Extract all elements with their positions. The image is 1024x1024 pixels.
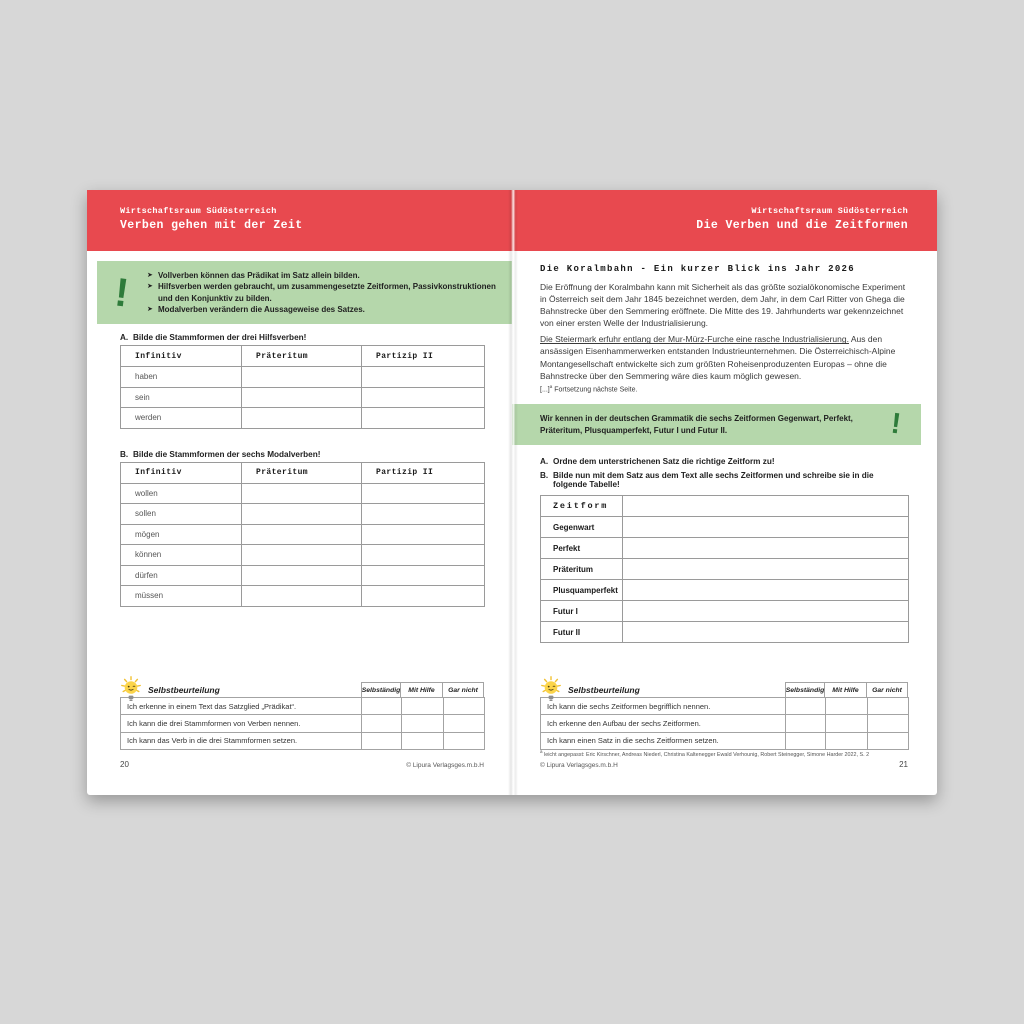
article-title: Die Koralmbahn - Ein kurzer Blick ins Jahr 2026 (540, 264, 855, 274)
empty-cell (242, 586, 362, 607)
verb-cell: dürfen (121, 565, 242, 586)
empty-cell (242, 483, 362, 504)
table-row (121, 565, 485, 586)
arrow-bullet-icon: ➤ (147, 272, 153, 279)
table-row (121, 586, 485, 607)
check-cell (826, 698, 868, 715)
assessment-table (120, 697, 485, 750)
assessment-column-header: Mit Hilfe (401, 682, 443, 698)
left-info-box (97, 261, 512, 324)
task-a: A. Ordne dem unterstrichenen Satz die richtige Zeitform zu! (540, 457, 775, 467)
empty-cell (242, 524, 362, 545)
verb-cell: werden (121, 408, 242, 429)
task-a-text: Ordne dem unterstrichenen Satz die richtige Zeitform zu! (553, 457, 775, 467)
empty-cell (362, 565, 485, 586)
check-cell (868, 732, 909, 749)
table-row (541, 538, 909, 559)
info-bullet-text: Hilfsverben werden gebraucht, um zusammengesetzte Zeitformen, Passivkonstruktionen und den Konjunktiv zu bilden. (158, 282, 496, 303)
table-row (541, 580, 909, 601)
self-assessment (120, 676, 484, 750)
right-chapter-kicker: Wirtschaftsraum Südösterreich (751, 206, 908, 216)
assessment-column-header: Selbständig (785, 682, 825, 698)
table-header-row (121, 346, 485, 367)
empty-cell (362, 524, 485, 545)
table-row (121, 504, 485, 525)
column-header: Partizip II (362, 346, 485, 367)
task-a: A. Bilde die Stammformen der drei Hilfsverben! (120, 333, 307, 343)
empty-cell (242, 387, 362, 408)
underlined-sentence: Die Steiermark erfuhr entlang der Mur-Mürz-Furche eine rasche Industrialisierung. (540, 334, 849, 345)
verb-cell: wollen (121, 483, 242, 504)
table-row (541, 559, 909, 580)
table-row (121, 408, 485, 429)
verb-cell: können (121, 545, 242, 566)
right-page-title: Die Verben und die Zeitformen (696, 219, 908, 232)
empty-cell (362, 586, 485, 607)
modalverben-table (120, 462, 485, 607)
column-header: Präteritum (242, 462, 362, 483)
table-row (121, 387, 485, 408)
check-cell (444, 732, 485, 749)
table-row (541, 517, 909, 538)
source-footnote: $^a$ leicht angepasst: Eric Kirschner, Andreas Niederl, Christina Kaltenegger Ewald Verhounig, Robert Steinegger, Simone Harder 2022, S. 2 (540, 749, 870, 758)
assessment-title: Selbstbeurteilung (148, 685, 220, 695)
empty-cell (623, 622, 909, 643)
info-box-text: Wir kennen in der deutschen Grammatik die sechs Zeitformen Gegenwart, Perfekt, Präteritum, Plusquamperfekt, Futur I und Futur II. (540, 414, 853, 435)
left-header-band (87, 190, 512, 251)
assessment-column-header: Selbständig (361, 682, 401, 698)
info-bullet-text: Vollverben können das Prädikat im Satz allein bilden. (158, 271, 360, 280)
verb-cell: haben (121, 367, 242, 388)
column-header: Präteritum (242, 346, 362, 367)
check-cell (402, 698, 444, 715)
tense-label: Futur II (541, 622, 623, 643)
check-cell (786, 732, 826, 749)
assessment-row: Ich kann das Verb in die drei Stammformen setzen. (121, 732, 485, 749)
table-row (121, 483, 485, 504)
task-b: B. Bilde die Stammformen der sechs Modalverben! (120, 449, 321, 459)
footnote-marker: a (549, 383, 553, 389)
verb-cell: mögen (121, 524, 242, 545)
right-page-footer (540, 760, 908, 769)
column-header: Infinitiv (121, 346, 242, 367)
task-b: B. Bilde nun mit dem Satz aus dem Text alle sechs Zeitformen und schreibe sie in die folgende Tabelle! (540, 471, 908, 489)
exclamation-icon: ! (889, 407, 903, 441)
tense-label: Futur I (541, 601, 623, 622)
verb-cell: sollen (121, 504, 242, 525)
table-header-row (541, 496, 909, 517)
empty-cell (362, 504, 485, 525)
check-cell (826, 715, 868, 732)
empty-cell (242, 504, 362, 525)
check-cell (444, 715, 485, 732)
table-row (121, 545, 485, 566)
empty-cell (242, 367, 362, 388)
empty-cell (242, 545, 362, 566)
arrow-bullet-icon: ➤ (147, 305, 153, 313)
copyright: © Lipura Verlagsges.m.b.H (406, 762, 484, 769)
check-cell (362, 698, 402, 715)
assessment-column-header: Gar nicht (443, 682, 484, 698)
table-row (541, 622, 909, 643)
info-bullet (147, 270, 500, 281)
empty-cell (623, 601, 909, 622)
table-row (121, 524, 485, 545)
empty-cell (362, 545, 485, 566)
lightbulb-icon (540, 676, 562, 703)
empty-header-cell (623, 496, 909, 517)
empty-cell (623, 559, 909, 580)
page-number: 20 (120, 760, 129, 769)
assessment-row: Ich erkenne in einem Text das Satzglied „Prädikat“. (121, 698, 485, 715)
left-page (87, 190, 512, 795)
exclamation-icon: ! (112, 269, 132, 316)
page-number: 21 (899, 760, 908, 769)
assessment-title: Selbstbeurteilung (568, 685, 640, 695)
tense-label: Präteritum (541, 559, 623, 580)
empty-cell (362, 367, 485, 388)
right-info-box (512, 404, 921, 445)
self-assessment (540, 676, 908, 750)
task-a-text: Bilde die Stammformen der drei Hilfsverben! (133, 333, 307, 343)
assessment-table (540, 697, 909, 750)
tense-label: Gegenwart (541, 517, 623, 538)
info-bullet (147, 304, 500, 315)
lightbulb-icon (120, 676, 142, 703)
empty-cell (623, 538, 909, 559)
check-cell (362, 732, 402, 749)
empty-cell (623, 580, 909, 601)
column-header: Zeitform (541, 496, 623, 517)
check-cell (786, 698, 826, 715)
left-page-title: Verben gehen mit der Zeit (120, 219, 303, 232)
assessment-row: Ich erkenne den Aufbau der sechs Zeitformen. (541, 715, 909, 732)
check-cell (444, 698, 485, 715)
footnote-marker: a (540, 749, 543, 754)
table-row (541, 601, 909, 622)
zeitformen-table (540, 495, 909, 643)
task-b-text: Bilde die Stammformen der sechs Modalverben! (133, 449, 321, 459)
column-header: Partizip II (362, 462, 485, 483)
check-cell (868, 698, 909, 715)
check-cell (402, 732, 444, 749)
assessment-column-header: Gar nicht (867, 682, 908, 698)
empty-cell (242, 565, 362, 586)
article-paragraph-1: Die Eröffnung der Koralmbahn kann mit Sicherheit als das größte sozialökonomische Experiment in Österreich seit dem Jahr 1845 bezeichnet werden, dem Jahr, in dem Carl Ritter von Ghega die Bahnstrecke über den Semmering eröffnete. Die Mitte des 19. Jahrhunderts war gekennzeichnet von einer ersten Welle der Industrialisierung. (540, 282, 906, 329)
verb-cell: müssen (121, 586, 242, 607)
task-b-text: Bilde nun mit dem Satz aus dem Text alle sechs Zeitformen und schreibe sie in die folgende Tabelle! (553, 471, 874, 490)
copyright: © Lipura Verlagsges.m.b.H (540, 762, 618, 769)
right-header-band (512, 190, 937, 251)
check-cell (786, 715, 826, 732)
check-cell (362, 715, 402, 732)
tense-label: Perfekt (541, 538, 623, 559)
tense-label: Plusquamperfekt (541, 580, 623, 601)
right-page (512, 190, 937, 795)
check-cell (826, 732, 868, 749)
empty-cell (362, 387, 485, 408)
assessment-row: Ich kann einen Satz in die sechs Zeitformen setzen. (541, 732, 909, 749)
table-row (121, 367, 485, 388)
article-paragraph-2: Die Steiermark erfuhr entlang der Mur-Mürz-Furche eine rasche Industrialisierung. Aus den ansässigen Eisenhammerwerken entstanden Industrieunternehmen. Die Österreichisch-Alpine Montangesellschaft entwickelte sich zum größten Roheisenproduzenten Europas – ohne die Bahnstrecke über den Semmering wäre dies kaum möglich gewesen. (540, 334, 896, 381)
empty-cell (242, 408, 362, 429)
left-page-footer (120, 760, 484, 769)
arrow-bullet-icon: ➤ (147, 283, 153, 291)
info-bullet (147, 281, 500, 304)
book-spread (87, 190, 937, 795)
empty-cell (362, 408, 485, 429)
assessment-column-header: Mit Hilfe (825, 682, 867, 698)
empty-cell (362, 483, 485, 504)
left-chapter-kicker: Wirtschaftsraum Südösterreich (120, 206, 277, 216)
info-bullet-text: Modalverben verändern die Aussageweise des Satzes. (158, 304, 365, 314)
assessment-row: Ich kann die sechs Zeitformen begrifflich nennen. (541, 698, 909, 715)
empty-cell (623, 517, 909, 538)
verb-cell: sein (121, 387, 242, 408)
hilfsverben-table (120, 345, 485, 429)
assessment-row: Ich kann die drei Stammformen von Verben nennen. (121, 715, 485, 732)
continuation-note: [...]$^a$ Fortsetzung nächste Seite. (540, 383, 638, 394)
column-header: Infinitiv (121, 462, 242, 483)
table-header-row (121, 462, 485, 483)
check-cell (868, 715, 909, 732)
check-cell (402, 715, 444, 732)
